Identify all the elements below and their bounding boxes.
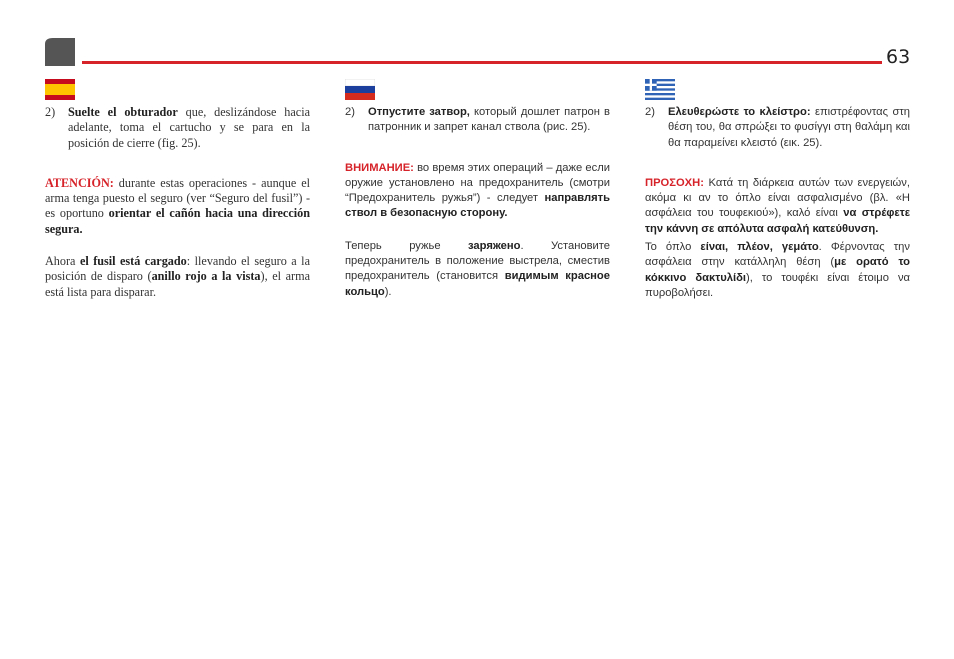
step-text — [668, 105, 910, 151]
text-run: Το όπλο — [645, 241, 701, 254]
bold-run: видимым красное кольцо — [345, 270, 610, 298]
bold-run: anillo rojo a la vista — [151, 269, 261, 284]
warning-text: durante estas operaciones - aunque el arma tenga puesto el seguro (ver “Seguro del fusil”) - es oportuno — [45, 175, 310, 221]
step-rest-text: который дошлет патрон в патронник и запрет канал ствола (рис. 25). — [368, 106, 610, 134]
page-number: 63 — [886, 46, 911, 68]
warning-paragraph — [645, 176, 910, 237]
text-run: Теперь ружье — [345, 239, 469, 252]
warning-paragraph — [45, 176, 310, 237]
warning-label: ΠΡΟΣΟΧΗ: — [645, 176, 704, 189]
step-text — [68, 105, 310, 151]
step-text — [368, 105, 610, 136]
warning-label: ATENCIÓN: — [45, 175, 114, 190]
step-item — [345, 105, 610, 136]
bold-run: με ορατό το κόκκινο δακτυλίδι — [645, 256, 910, 284]
warning-bold-text: направлять ствол в безопасную сторону. — [345, 192, 610, 220]
warning-paragraph — [345, 161, 610, 222]
russia-flag-icon — [345, 79, 375, 100]
greek-column — [645, 105, 910, 301]
warning-text: во время этих операций – даже если оружие установлено на предохранитель (смотри “Предохранитель ружья”) - следует — [345, 161, 610, 205]
step-rest-text: επιστρέφοντας στη θέση του, θα σπρώξει το φυσίγγι στη θαλάμη και θα παραμείνει κλειστό (εικ. 25). — [668, 106, 910, 149]
bold-run: είναι, πλέον, γεμάτο — [700, 241, 819, 254]
spanish-column — [45, 105, 310, 300]
warning-bold-text: να στρέφετε την κάννη σε απόλυτα ασφαλή κατεύθυνση. — [645, 207, 910, 235]
step-rest-text: que, deslizándose hacia adelante, toma el cartucho y se para en la posición de cierre (fig. 25). — [68, 105, 311, 150]
warning-text: Κατά τη διάρκεια αυτών των ενεργειών, ακόμα κι αν το όπλο είναι ασφαλισμένο (βλ. «Η ασφάλεια του τουφεκιού»), καλό είναι — [645, 176, 910, 220]
text-run: . Установите предохранитель в положение выстрела, сместив предохранитель (становится — [345, 239, 611, 283]
bold-run: el fusil está cargado — [79, 254, 187, 269]
text-run: ). — [384, 285, 392, 298]
loaded-paragraph — [45, 254, 310, 300]
text-run: . Φέρνοντας την ασφάλεια στην κατάλληλη θέση ( — [645, 241, 910, 269]
header-rule — [82, 61, 882, 64]
step-number: 2) — [45, 105, 56, 119]
header-tab-icon — [45, 38, 75, 66]
text-run: ), το τουφέκι είναι έτοιμο να πυροβολήσει. — [645, 271, 910, 299]
text-run: : llevando el seguro a la posición de disparo ( — [45, 254, 310, 284]
step-item — [45, 105, 310, 151]
loaded-paragraph — [645, 240, 910, 301]
step-item — [645, 105, 910, 151]
step-bold-text: Suelte el obturador — [68, 105, 178, 119]
spain-flag-icon — [45, 79, 75, 100]
step-bold-text: Отпустите затвор, — [368, 106, 470, 118]
text-run: ), el arma está lista para disparar. — [45, 269, 310, 299]
text-run: Ahora — [45, 254, 80, 269]
step-number: 2) — [645, 106, 655, 118]
bold-run: заряжено — [468, 239, 521, 252]
warning-bold-text: orientar el cañón hacia una dirección segura. — [45, 206, 310, 236]
loaded-paragraph — [345, 239, 610, 300]
step-number: 2) — [345, 106, 355, 118]
step-bold-text: Ελευθερώστε το κλείστρο: — [668, 106, 811, 118]
warning-label: ВНИМАНИЕ: — [345, 161, 414, 174]
russian-column — [345, 105, 610, 300]
greece-flag-icon — [645, 79, 675, 100]
